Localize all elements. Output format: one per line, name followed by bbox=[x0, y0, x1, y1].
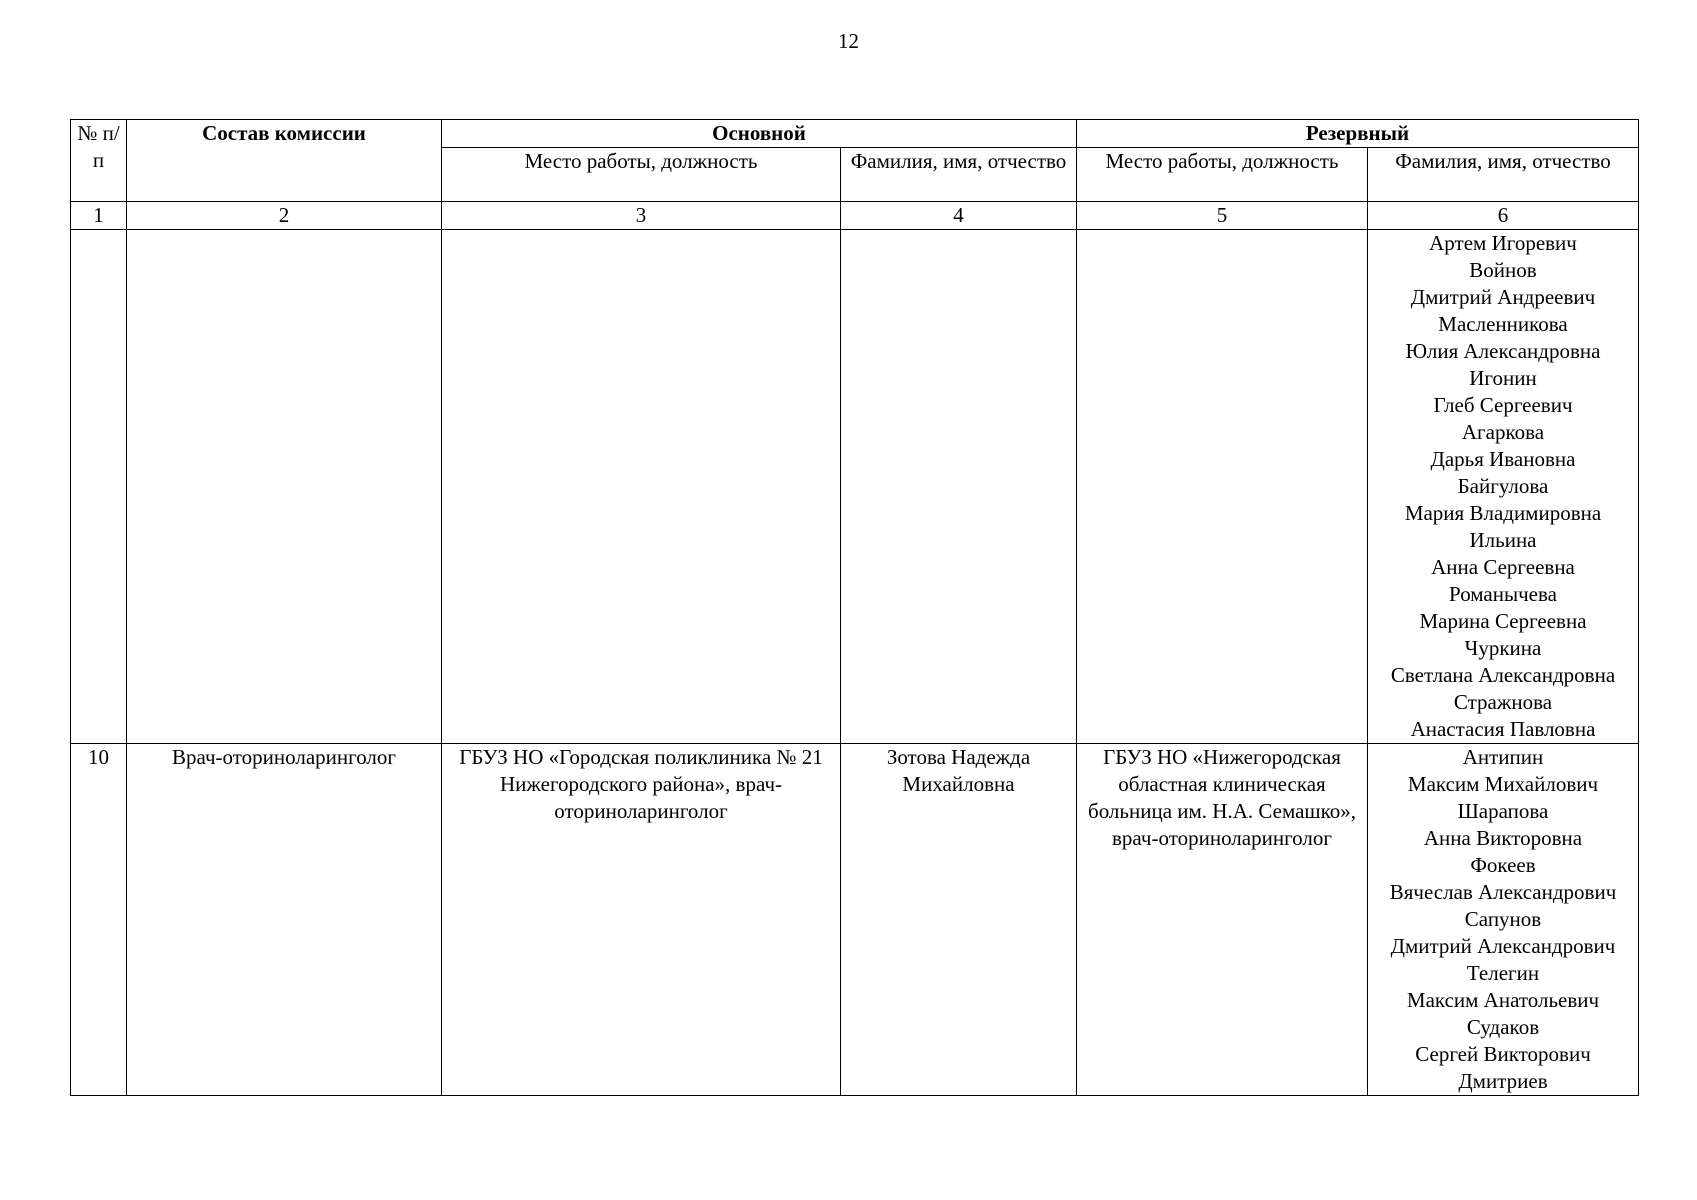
reserve-name-line: Дмитриев bbox=[1458, 1069, 1548, 1093]
reserve-name-line: Максим Михайлович bbox=[1407, 772, 1599, 796]
reserve-workplace-text: ГБУЗ НО «Нижегородская областная клиническая больница им. Н.А. Семашко», врач-оториноларинголог bbox=[1088, 745, 1356, 850]
column-number: 3 bbox=[442, 202, 841, 230]
header-composition: Состав комиссии bbox=[127, 120, 442, 202]
composition-cell: Врач-оториноларинголог bbox=[127, 744, 442, 1096]
reserve-name-line: Артем Игоревич bbox=[1429, 231, 1577, 255]
table-header bbox=[71, 120, 1639, 230]
reserve-name-line: Фокеев bbox=[1470, 853, 1536, 877]
reserve-name-line: Анна Викторовна bbox=[1423, 826, 1583, 850]
reserve-name-line: Байгулова bbox=[1457, 474, 1549, 498]
header-main: Основной bbox=[442, 120, 1077, 148]
header-row-top bbox=[71, 120, 1639, 148]
reserve-name-line: Марина Сергеевна bbox=[1419, 609, 1587, 633]
reserve-names-cell bbox=[1368, 744, 1639, 1096]
row-number-cell: 10 bbox=[71, 744, 127, 1096]
reserve-name-line: Судаков bbox=[1466, 1015, 1540, 1039]
column-number: 1 bbox=[71, 202, 127, 230]
reserve-name-line: Стражнова bbox=[1453, 690, 1553, 714]
column-number: 4 bbox=[841, 202, 1077, 230]
reserve-name-line: Дмитрий Андреевич bbox=[1410, 285, 1596, 309]
reserve-name-line: Шарапова bbox=[1457, 799, 1549, 823]
column-number-row bbox=[71, 202, 1639, 230]
header-reserve-workplace: Место работы, должность bbox=[1077, 148, 1368, 202]
header-number: № п/п bbox=[71, 120, 127, 202]
reserve-name-line: Романычева bbox=[1449, 582, 1557, 606]
main-name-cell bbox=[841, 230, 1077, 744]
header-main-name: Фамилия, имя, отчество bbox=[841, 148, 1077, 202]
reserve-name-line: Чуркина bbox=[1464, 636, 1542, 660]
reserve-name-line: Дмитрий Александрович bbox=[1390, 934, 1616, 958]
reserve-name-line: Светлана Александровна bbox=[1390, 663, 1616, 687]
header-main-workplace: Место работы, должность bbox=[442, 148, 841, 202]
composition-cell bbox=[127, 230, 442, 744]
reserve-workplace-cell bbox=[1077, 744, 1368, 1096]
reserve-name-line: Телегин bbox=[1466, 961, 1540, 985]
table-row bbox=[71, 230, 1639, 744]
main-workplace-cell bbox=[442, 744, 841, 1096]
reserve-name-line: Мария Владимировна bbox=[1404, 501, 1602, 525]
table-row bbox=[71, 744, 1639, 1096]
reserve-name-line: Глеб Сергеевич bbox=[1433, 393, 1573, 417]
header-reserve-name: Фамилия, имя, отчество bbox=[1368, 148, 1639, 202]
reserve-name-line: Максим Анатольевич bbox=[1406, 988, 1600, 1012]
reserve-name-line: Масленникова bbox=[1438, 312, 1568, 336]
header-reserve: Резервный bbox=[1077, 120, 1639, 148]
column-number: 6 bbox=[1368, 202, 1639, 230]
reserve-name-line: Антипин bbox=[1462, 745, 1544, 769]
reserve-name-line: Войнов bbox=[1469, 258, 1537, 282]
reserve-name-line: Вячеслав Александрович bbox=[1389, 880, 1617, 904]
main-name-cell bbox=[841, 744, 1077, 1096]
reserve-name-line: Анна Сергеевна bbox=[1431, 555, 1575, 579]
reserve-name-line: Дарья Ивановна bbox=[1430, 447, 1576, 471]
reserve-names-cell bbox=[1368, 230, 1639, 744]
reserve-name-line: Ильина bbox=[1469, 528, 1537, 552]
column-number: 2 bbox=[127, 202, 442, 230]
main-workplace-cell bbox=[442, 230, 841, 744]
column-number: 5 bbox=[1077, 202, 1368, 230]
row-number-cell bbox=[71, 230, 127, 744]
reserve-name-line: Сапунов bbox=[1464, 907, 1542, 931]
reserve-name-line: Агаркова bbox=[1461, 420, 1545, 444]
reserve-workplace-cell bbox=[1077, 230, 1368, 744]
table-body bbox=[71, 230, 1639, 1096]
page-number: 12 bbox=[838, 29, 859, 53]
reserve-name-line: Игонин bbox=[1469, 366, 1537, 390]
main-name-text: Зотова Надежда Михайловна bbox=[886, 745, 1031, 796]
main-workplace-text: ГБУЗ НО «Городская поликлиника № 21 Нижегородского района», врач-оториноларинголог bbox=[459, 745, 823, 823]
reserve-name-line: Юлия Александровна bbox=[1405, 339, 1601, 363]
reserve-name-line: Сергей Викторович bbox=[1415, 1042, 1591, 1066]
reserve-name-line: Анастасия Павловна bbox=[1410, 717, 1596, 741]
commission-table bbox=[70, 119, 1639, 1096]
